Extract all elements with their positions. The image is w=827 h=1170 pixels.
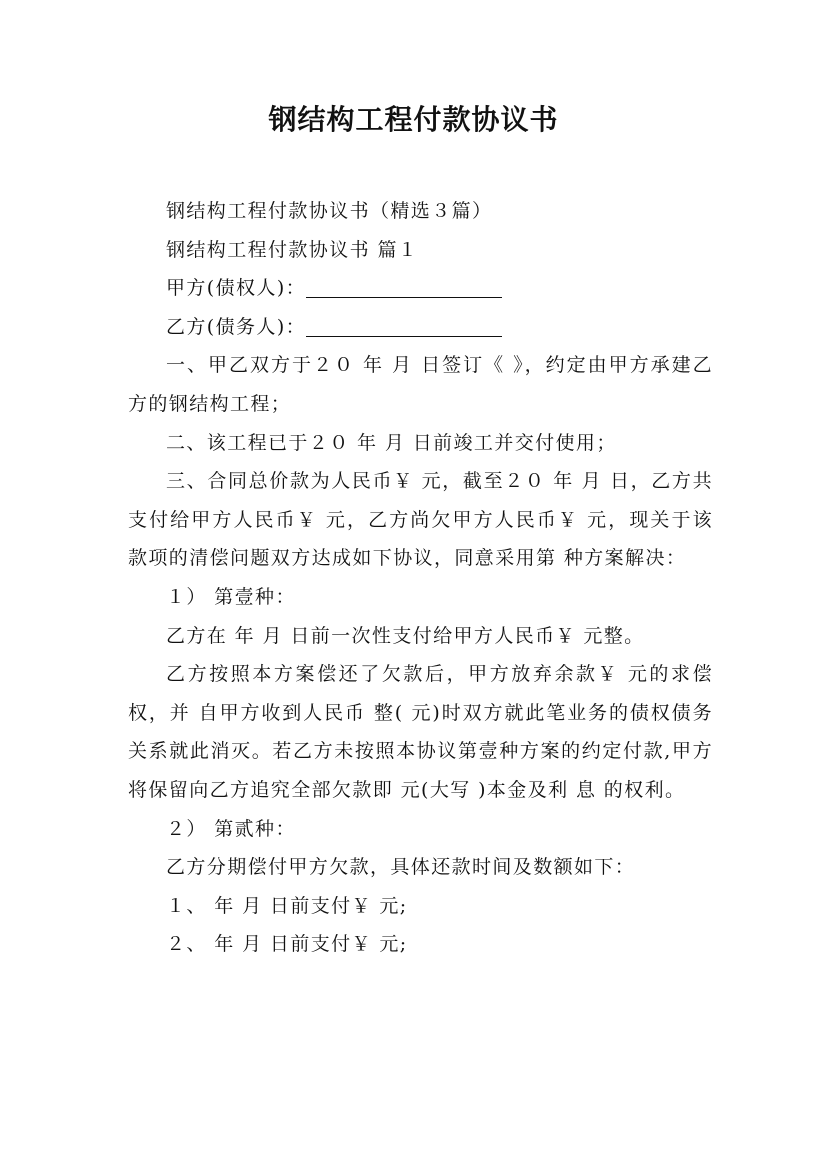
installment-item: ２、 年 月 日前支付￥ 元; <box>166 933 408 956</box>
installment-item: １、 年 月 日前支付￥ 元; <box>166 894 408 917</box>
clause-one: 一、甲乙双方于２０ 年 月 日签订《 》，约定由甲方承建乙方的钢结构工程； <box>128 354 713 415</box>
party-a-label: 甲方(债权人)： <box>166 277 307 300</box>
clause-two: 二、该工程已于２０ 年 月 日前竣工并交付使用； <box>166 431 617 454</box>
option-one-terms: 乙方按照本方案偿还了欠款后，甲方放弃余款￥ 元的求偿权，并 自甲方收到人民币 整( 元)时双方就此笔业务的债权债务关系就此消灭。若乙方未按照本协议第壹种方案的约定付款,甲方 将保留向乙方追究全部欠款即 元(大写 )本金及利 息 的权利。 <box>128 663 713 801</box>
party-a-blank <box>306 275 502 298</box>
document-title: 钢结构工程付款协议书 <box>268 103 559 136</box>
option-two-intro: 乙方分期偿付甲方欠款，具体还款时间及数额如下： <box>166 856 636 879</box>
document-body <box>128 192 713 964</box>
paragraph-subtitle: 钢结构工程付款协议书（精选３篇） <box>166 200 493 222</box>
party-a-line <box>128 269 713 308</box>
party-b-blank <box>306 314 502 337</box>
party-b-line <box>128 308 713 347</box>
paragraph-part-heading: 钢结构工程付款协议书 篇１ <box>166 238 419 261</box>
option-one-heading: １） 第壹种： <box>166 585 296 608</box>
option-one-payment: 乙方在 年 月 日前一次性支付给甲方人民币￥ 元整。 <box>166 624 645 647</box>
option-two-heading: ２） 第贰种： <box>166 817 296 840</box>
clause-three: 三、合同总价款为人民币￥ 元，截至２０ 年 月 日，乙方共支付给甲方人民币￥ 元，乙方尚欠甲方人民币￥ 元，现关于该款项的清偿问题双方达成如下协议，同意采用第 种方案解决： <box>128 470 713 570</box>
party-b-label: 乙方(债务人)： <box>166 315 307 338</box>
